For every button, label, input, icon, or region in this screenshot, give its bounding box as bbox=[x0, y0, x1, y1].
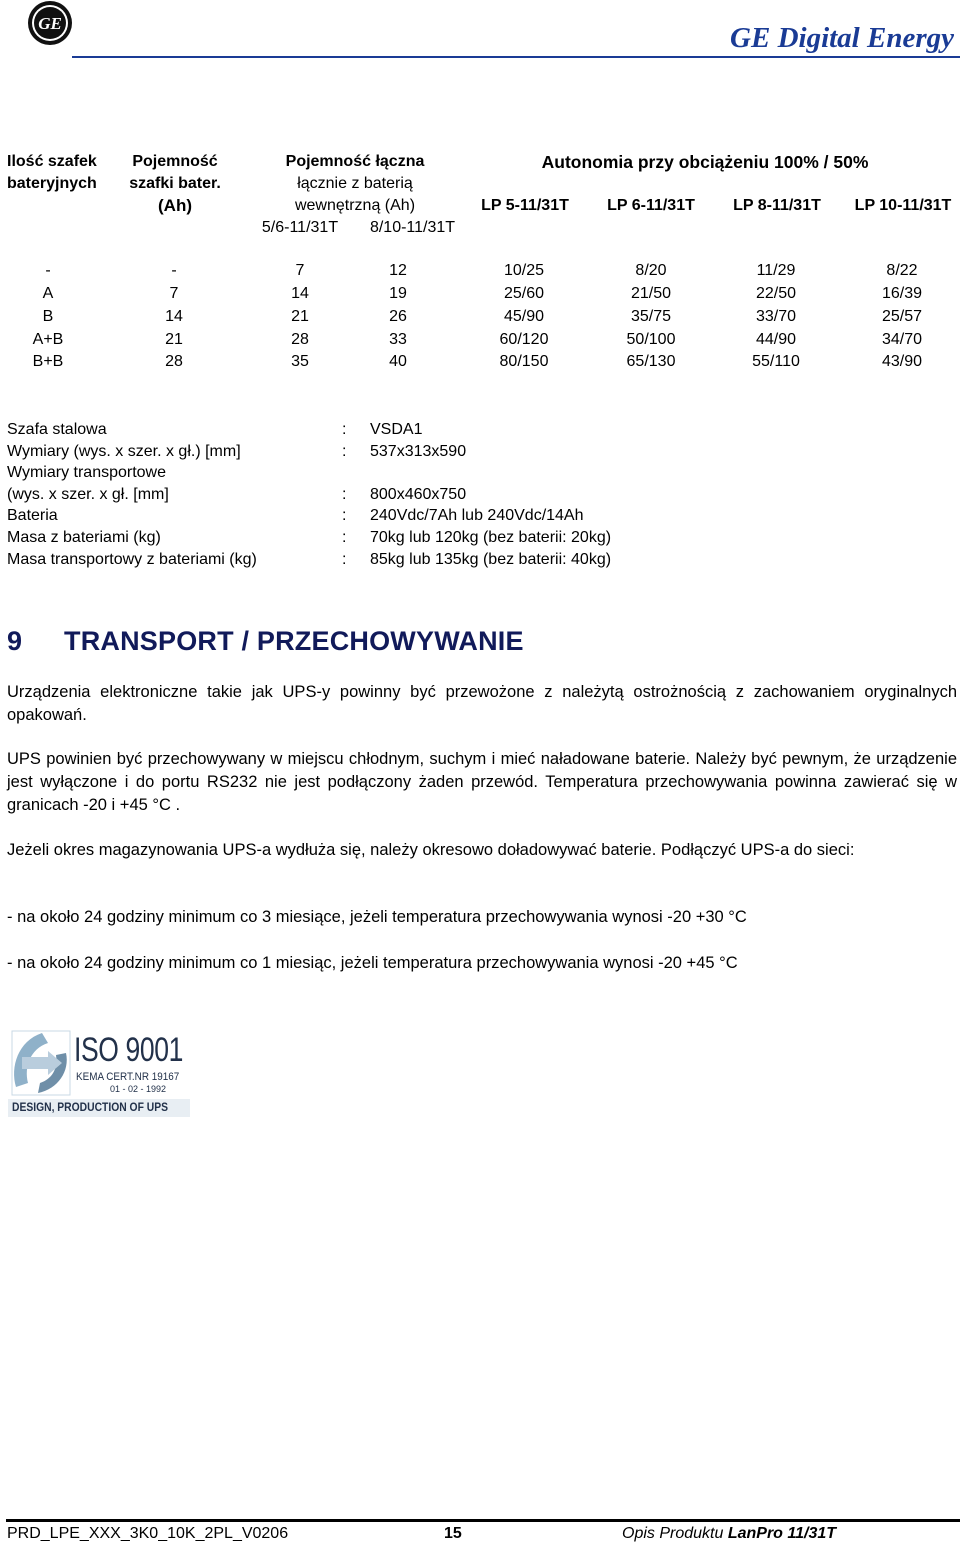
table-cell: 28 bbox=[165, 353, 183, 370]
header-model-1: LP 5-11/31T bbox=[481, 197, 569, 214]
table-row bbox=[0, 329, 960, 351]
spec-label: Bateria bbox=[7, 507, 58, 524]
paragraph: UPS powinien być przechowywany w miejscu chłodnym, suchym i mieć naładowane baterie. Należy być pewnym, że urządzenie jest wyłączone i do portu RS232 nie jest podłączony żaden przewód. Temperatura przechowywania powinna zawierać się w granicach -20 i +45 °C . bbox=[7, 750, 957, 814]
table-cell: 43/90 bbox=[881, 353, 923, 370]
header-total-sub-2: 8/10-11/31T bbox=[369, 219, 456, 236]
table-cell: 33/70 bbox=[755, 308, 797, 325]
brand-name: GE Digital Energy bbox=[730, 22, 954, 54]
table-cell: 25/57 bbox=[881, 308, 923, 325]
header-rule bbox=[72, 56, 960, 58]
section-number: 9 bbox=[7, 626, 23, 656]
header-capacity-line2: szafki bater. bbox=[129, 175, 221, 192]
spec-label: Masa z bateriami (kg) bbox=[7, 529, 161, 546]
table-cell: 35 bbox=[291, 353, 309, 370]
footer-title bbox=[622, 1524, 836, 1544]
table-cell: 16/39 bbox=[881, 285, 923, 302]
table-cell: 10/25 bbox=[503, 262, 545, 279]
table-cell: - bbox=[171, 262, 177, 279]
header-total-line2: łącznie z baterią bbox=[297, 175, 413, 192]
spec-value: 85kg lub 135kg (bez baterii: 40kg) bbox=[370, 551, 612, 568]
table-cell: 14 bbox=[291, 285, 309, 302]
iso-title: ISO 9001 bbox=[74, 1031, 183, 1069]
iso-certificate-logo bbox=[8, 1027, 190, 1119]
table-cell: 40 bbox=[389, 353, 407, 370]
table-cell: 21 bbox=[165, 331, 183, 348]
table-cell: 60/120 bbox=[499, 331, 549, 348]
table-cell: B bbox=[42, 308, 54, 325]
header-capacity-line1: Pojemność bbox=[132, 153, 218, 170]
table-cell: 21/50 bbox=[630, 285, 672, 302]
iso-cert-number: KEMA CERT.NR 19167 bbox=[76, 1071, 180, 1083]
spec-value: VSDA1 bbox=[370, 421, 423, 438]
table-cell: 11/29 bbox=[756, 262, 796, 279]
ge-logo-text: GE bbox=[38, 14, 62, 33]
footer-page-number: 15 bbox=[444, 1525, 462, 1542]
table-cell: 44/90 bbox=[755, 331, 797, 348]
header-total-line3: wewnętrzną (Ah) bbox=[294, 197, 416, 214]
table-cell: - bbox=[45, 262, 51, 279]
iso-cert-date: 01 - 02 - 1992 bbox=[110, 1084, 167, 1094]
iso-caption: DESIGN, PRODUCTION OF UPS bbox=[12, 1100, 168, 1114]
spec-separator: : bbox=[342, 529, 347, 546]
table-cell: 21 bbox=[291, 308, 309, 325]
table-cell: 28 bbox=[291, 331, 309, 348]
table-cell: 65/130 bbox=[626, 353, 676, 370]
spec-label: Wymiary transportowe bbox=[7, 464, 167, 481]
table-cell: 7 bbox=[169, 285, 179, 302]
paragraph: - na około 24 godziny minimum co 3 miesiące, jeżeli temperatura przechowywania wynosi -20 +30 °C bbox=[7, 908, 747, 926]
table-cell: 14 bbox=[165, 308, 183, 325]
header-model-3: LP 8-11/31T bbox=[733, 197, 821, 214]
spec-separator: : bbox=[342, 421, 347, 438]
section-title: TRANSPORT / PRZECHOWYWANIE bbox=[64, 626, 524, 656]
table-row bbox=[0, 260, 960, 282]
spec-value: 240Vdc/7Ah lub 240Vdc/14Ah bbox=[370, 507, 584, 524]
spec-separator: : bbox=[342, 507, 347, 524]
iso-emblem-icon bbox=[8, 1027, 74, 1099]
table-cell: 50/100 bbox=[626, 331, 676, 348]
table-cell: A bbox=[42, 285, 54, 302]
header-model-4: LP 10-11/31T bbox=[854, 197, 952, 214]
table-cell: 19 bbox=[389, 285, 407, 302]
table-cell: 33 bbox=[389, 331, 407, 348]
table-cell: 55/110 bbox=[752, 353, 800, 370]
header-cabinets-line1: Ilość szafek bbox=[7, 153, 97, 170]
paragraph: - na około 24 godziny minimum co 1 miesiąc, jeżeli temperatura przechowywania wynosi -20 +45 °C bbox=[7, 954, 738, 972]
table-cell: 8/22 bbox=[886, 262, 918, 279]
spec-separator: : bbox=[342, 443, 347, 460]
ge-logo bbox=[26, 0, 74, 46]
table-row bbox=[0, 306, 960, 328]
header-capacity-line3: (Ah) bbox=[158, 196, 192, 215]
table-cell: 45/90 bbox=[503, 308, 545, 325]
spec-label: Szafa stalowa bbox=[7, 421, 107, 438]
header-cabinets-line2: bateryjnych bbox=[7, 175, 97, 192]
table-cell: 25/60 bbox=[503, 285, 545, 302]
table-row bbox=[0, 283, 960, 305]
footer-title-prefix: Opis Produktu bbox=[622, 1525, 728, 1542]
spec-label: (wys. x szer. x gł. [mm] bbox=[7, 486, 169, 503]
spec-label: Wymiary (wys. x szer. x gł.) [mm] bbox=[7, 443, 241, 460]
header-total-line1: Pojemność łączna bbox=[285, 153, 425, 170]
spec-value: 800x460x750 bbox=[370, 486, 467, 503]
table-cell: A+B bbox=[32, 331, 64, 348]
footer-title-product: LanPro 11/31T bbox=[727, 1525, 837, 1542]
paragraph: Jeżeli okres magazynowania UPS-a wydłuża się, należy okresowo doładowywać baterie. Podłączyć UPS-a do sieci: bbox=[7, 841, 855, 859]
table-cell: 22/50 bbox=[755, 285, 797, 302]
header-total-sub-1: 5/6-11/31T bbox=[261, 219, 339, 236]
table-cell: B+B bbox=[32, 353, 64, 370]
spec-separator: : bbox=[342, 551, 347, 568]
footer-rule bbox=[6, 1519, 960, 1522]
table-cell: 7 bbox=[295, 262, 305, 279]
table-cell: 35/75 bbox=[630, 308, 672, 325]
table-cell: 12 bbox=[389, 262, 407, 279]
table-cell: 34/70 bbox=[881, 331, 923, 348]
footer-doc-id: PRD_LPE_XXX_3K0_10K_2PL_V0206 bbox=[7, 1525, 289, 1542]
table-cell: 8/20 bbox=[635, 262, 667, 279]
spec-label: Masa transportowy z bateriami (kg) bbox=[7, 551, 257, 568]
spec-separator: : bbox=[342, 486, 347, 503]
table-cell: 80/150 bbox=[499, 353, 549, 370]
spec-value: 537x313x590 bbox=[370, 443, 467, 460]
header-model-2: LP 6-11/31T bbox=[607, 197, 695, 214]
paragraph: Urządzenia elektroniczne takie jak UPS-y powinny być przewożone z należytą ostrożnością z zachowaniem oryginalnych opakowań. bbox=[7, 683, 957, 724]
spec-value: 70kg lub 120kg (bez baterii: 20kg) bbox=[370, 529, 612, 546]
table-cell: 26 bbox=[389, 308, 407, 325]
header-autonomy-title: Autonomia przy obciążeniu 100% / 50% bbox=[541, 152, 869, 172]
table-row bbox=[0, 351, 960, 373]
